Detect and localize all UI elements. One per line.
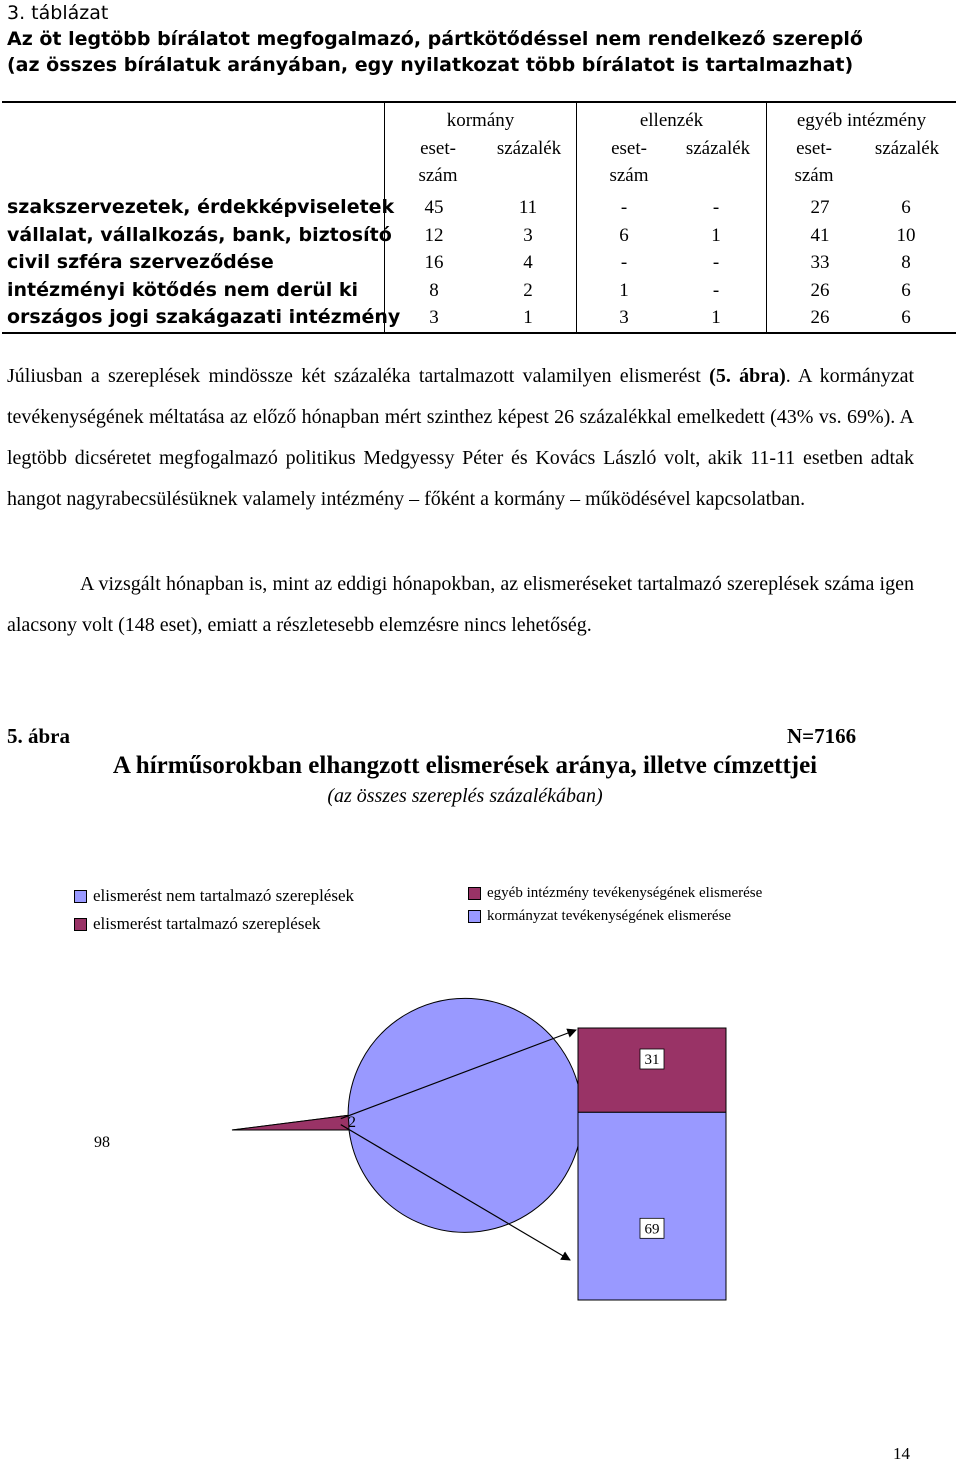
legend-swatch: [74, 890, 87, 903]
table-cell: -: [712, 252, 720, 274]
table-cell: 3: [523, 224, 533, 246]
col-header-esetszam: [403, 135, 473, 189]
table-cell: 8: [429, 279, 439, 301]
table-cell: 26: [810, 279, 830, 301]
figure-n-label: N=7166: [787, 724, 857, 748]
table-cell: 3: [619, 307, 629, 329]
col-header-line: szám: [794, 165, 834, 186]
bar-data-label: 69: [644, 1221, 660, 1238]
figure-reference: (5. ábra): [709, 365, 786, 387]
table-cell: 6: [901, 279, 911, 301]
paragraph-text: . A kormányzat tevékenységének méltatása az előző hónapban mért szinthez képest 26 százalékkal emelkedett (43% vs. 69%). A legtöbb dicséretet megfogalmazó politikus Medgyessy Péter és Kovács László volt, akik 11-11 esetben adtak hangot nagyrabecsülésüknek valamely intézmény – főként a kormány – működésével kapcsolatban.: [7, 365, 915, 510]
table-subtitle: (az összes bírálatuk arányában, egy nyilatkozat több bírálatot is tartalmazhat): [7, 54, 854, 76]
chart-area: [0, 990, 960, 1310]
paragraph-text: Júliusban a szereplések mindössze két százaléka tartalmazott valamilyen elismerést: [7, 365, 710, 387]
col-header-szazalek: százalék: [496, 138, 562, 159]
table-cell: 10: [896, 224, 916, 246]
legend-swatch: [468, 887, 481, 900]
table-cell: 11: [518, 197, 538, 218]
body-paragraph: [7, 356, 914, 520]
col-header-line: eset-: [796, 138, 832, 159]
group-header-kormany: kormány: [446, 110, 515, 131]
table-top-rule: [2, 101, 956, 103]
col-header-line: szám: [418, 165, 458, 186]
table-row-label: szakszervezetek, érdekképviseletek: [7, 196, 395, 218]
legend-item: [468, 885, 762, 902]
pie-slice-recognition: [232, 1115, 349, 1130]
table-cell: 1: [523, 307, 533, 329]
pie-data-label: 2: [348, 1114, 356, 1131]
table-cell: 26: [810, 307, 830, 329]
legend-item: [468, 908, 762, 925]
legend-label: elismerést nem tartalmazó szereplések: [93, 886, 355, 905]
table-cell: -: [620, 252, 628, 274]
table-cell: 16: [424, 252, 444, 274]
col-header-line: eset-: [420, 138, 456, 159]
table-row-label: vállalat, vállalkozás, bank, biztosító: [7, 223, 392, 246]
table-cell: 41: [810, 224, 830, 246]
table-row-label: intézményi kötődés nem derül ki: [7, 278, 358, 301]
legend-item: [74, 886, 354, 906]
legend-left: [74, 886, 354, 934]
figure-label: 5. ábra: [7, 724, 70, 748]
table-row-label: civil szféra szerveződése: [7, 251, 274, 274]
legend-right: [468, 885, 762, 925]
table-cell: -: [620, 197, 628, 218]
table-bottom-rule: [2, 332, 956, 334]
table-cell: 12: [424, 224, 444, 246]
bar-segment-other-institution: [578, 1028, 726, 1112]
table-cell: 6: [619, 224, 629, 246]
bar-segment-government: [578, 1112, 726, 1300]
table-cell: 6: [901, 307, 911, 329]
table-cell: 3: [429, 307, 439, 329]
table-cell: 1: [619, 279, 629, 301]
legend-label: elismerést tartalmazó szereplések: [93, 914, 321, 933]
pie-slice-no-recognition: [232, 998, 582, 1232]
table-divider: [576, 103, 577, 332]
table-caption: [7, 0, 863, 78]
table-cell: 33: [810, 252, 830, 274]
figure-subtitle: (az összes szereplés százalékában): [327, 785, 603, 807]
legend-swatch: [468, 910, 481, 923]
table-cell: 6: [901, 197, 911, 218]
group-header-ellenzek: ellenzék: [639, 110, 704, 131]
pie-data-label: 98: [94, 1134, 110, 1151]
col-header-esetszam: [594, 135, 664, 189]
table-cell: 45: [424, 197, 444, 218]
legend-item: [74, 914, 354, 934]
table-divider: [766, 103, 767, 332]
col-header-line: szám: [609, 165, 649, 186]
table-title: Az öt legtöbb bírálatot megfogalmazó, pártkötődéssel nem rendelkező szereplő: [7, 28, 863, 50]
table-cell: 4: [523, 252, 533, 274]
col-header-esetszam: [779, 135, 849, 189]
table-cell: 2: [523, 279, 533, 301]
table-cell: 1: [711, 224, 721, 246]
legend-label: egyéb intézmény tevékenységének elismerése: [487, 885, 763, 901]
figure-title: A hírműsorokban elhangzott elismerések aránya, illetve címzettjei: [112, 752, 818, 779]
col-header-line: eset-: [611, 138, 647, 159]
table-cell: 1: [711, 307, 721, 329]
bar-data-label: 31: [644, 1052, 660, 1068]
legend-label: kormányzat tevékenységének elismerése: [487, 908, 732, 924]
group-header-egyeb: egyéb intézmény: [796, 110, 927, 131]
col-header-szazalek: százalék: [685, 138, 751, 159]
legend-swatch: [74, 918, 87, 931]
paragraph-text: A vizsgált hónapban is, mint az eddigi hónapokban, az elismeréseket tartalmazó szereplések száma igen alacsony volt (148 eset), emiatt a részletesebb elemzésre nincs lehetőség.: [7, 573, 914, 636]
page-number: 14: [893, 1444, 910, 1463]
table-row-label: országos jogi szakágazati intézmény: [7, 306, 401, 329]
table-cell: 8: [901, 252, 911, 274]
table-cell: -: [712, 279, 720, 301]
table-cell: 27: [810, 197, 830, 218]
table-cell: -: [712, 197, 720, 218]
table-label: 3. táblázat: [7, 2, 109, 24]
body-paragraph: [7, 564, 914, 646]
col-header-szazalek: százalék: [874, 138, 940, 159]
